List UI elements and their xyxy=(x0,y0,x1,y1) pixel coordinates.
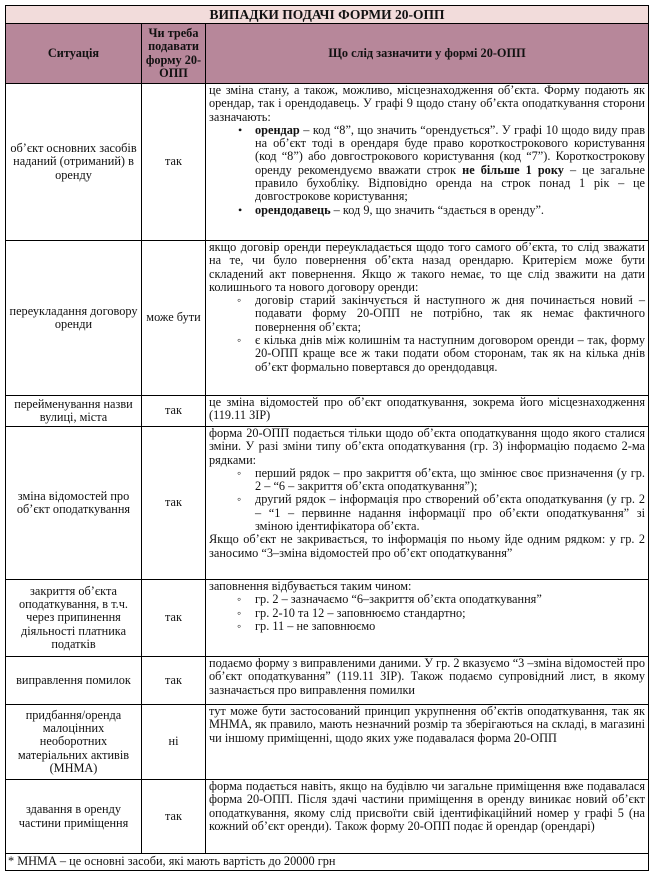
list-item-text: – це загальне правило бухобліку. Відповідно оренда на строк понад 1 рік – це довгострокове користування; xyxy=(255,162,646,204)
footnote: * МНМА – це основні засоби, які мають вартість до 20000 грн xyxy=(6,854,649,871)
list-item: ◦ гр. 2-10 та 12 – заповнюємо стандартно; xyxy=(255,607,645,620)
header-row xyxy=(6,24,649,84)
note-cell: форма подається навіть, якщо на будівлю чи загальне приміщення вже подавалася форма 20-ОПП. Після здачі частини приміщення в оренду виникає новий об’єкт оподаткування, якому слід присвоїти свій ідентифікаційний номер у графі 5 (на кожний об’єкт оренди). Також форму 20-ОПП подає й орендар (орендарі) xyxy=(206,780,649,854)
note-list xyxy=(209,593,645,633)
table-row xyxy=(6,705,649,780)
table-row xyxy=(6,427,649,580)
note-cell xyxy=(206,241,649,396)
note-cell: тут може бути застосований принцип укрупнення об’єктів оподаткування, так як МНМА, як правило, мають незначний розмір та зберігаються на складі, в магазині чи іншому приміщенні, щодо яких уже подавалася форма 20-ОПП xyxy=(206,705,649,780)
required-cell: так xyxy=(142,780,206,854)
table-row xyxy=(6,657,649,705)
term-tenant: орендар xyxy=(255,122,300,137)
note-list xyxy=(209,124,645,217)
required-cell: так xyxy=(142,396,206,427)
required-cell: може бути xyxy=(142,241,206,396)
note-list xyxy=(209,467,645,533)
situation-cell: перейменування назви вулиці, міста xyxy=(6,396,142,427)
note-cell xyxy=(206,427,649,580)
list-item: ◦ гр. 11 – не заповнюємо xyxy=(255,620,645,633)
required-cell: ні xyxy=(142,705,206,780)
note-intro: заповнення відбувається таким чином: xyxy=(209,579,412,593)
table-row xyxy=(6,84,649,241)
header-note: Що слід зазначити у формі 20-ОПП xyxy=(206,24,649,84)
header-situation: Ситуація xyxy=(6,24,142,84)
note-intro: якщо договір оренди переукладається щодо того самого об’єкта, то слід зважати на те, чи було повернення об’єкта назад орендарю. Критерієм може бути складений акт повернення. Якщо ж такого немає, то ще слід зважити на дати колишнього та нового договору оренди: xyxy=(209,240,646,294)
situation-cell: переукладання договору оренди xyxy=(6,241,142,396)
note-intro: форма 20-ОПП подається тільки щодо об’єкта оподаткування щодо якого сталися зміни. У разі зміни типу об’єкта оподаткування (гр. 3) інформацію подаємо 2-ма рядками: xyxy=(209,426,646,467)
situation-cell: придбання/оренда малоцінних необоротних матеріальних активів (МНМА) xyxy=(6,705,142,780)
note-cell xyxy=(206,84,649,241)
situation-cell: закриття об’єкта оподаткування, в т.ч. через припинення діяльності платника податків xyxy=(6,580,142,657)
list-item xyxy=(255,204,645,217)
term-duration: не більше 1 року xyxy=(462,162,564,177)
note-cell: подаємо форму з виправленими даними. У гр. 2 вказуємо “3 –зміна відомостей про об’єкт оподаткування” (119.11 ЗІР). Також подаємо супровідний лист, в якому зазначається про виправлення помилки xyxy=(206,657,649,705)
situation-cell: об’єкт основних засобів наданий (отриманий) в оренду xyxy=(6,84,142,241)
note-list xyxy=(209,294,645,374)
list-item-text: – код “8”, що значить “орендується”. У графі 10 щодо виду прав на об’єкт тоді в орендаря буде право короткострокового користування (код “8”) або довгострокового користування (код “7”). Короткострокову оренду рекомендуємо вважати строк xyxy=(255,122,646,177)
list-item: ◦ перший рядок – про закриття об’єкта, що змінює своє призначення (у гр. 2 – “6 – закриття об’єкта оподаткування”); xyxy=(255,467,645,494)
list-item: ◦ є кілька днів між колишнім та наступним договором оренди – так, форму 20-ОПП краще все ж таки подати обом сторонам, так як на кілька днів об’єкт формально повертався до орендодавця. xyxy=(255,334,645,374)
required-cell: так xyxy=(142,84,206,241)
note-cell xyxy=(206,580,649,657)
required-cell: так xyxy=(142,427,206,580)
table-title: ВИПАДКИ ПОДАЧІ ФОРМИ 20-ОПП xyxy=(6,6,649,24)
title-row xyxy=(6,6,649,24)
list-item: ◦ другий рядок – інформація про створений об’єкта оподаткування (у гр. 2 – “1 – первинне надання інформації про об’єкти оподаткування” зі зміною ідентифікатора об’єкта. xyxy=(255,493,645,533)
list-item-text: – код 9, що значить “здається в оренду”. xyxy=(330,202,545,217)
table-row xyxy=(6,241,649,396)
document xyxy=(5,5,648,871)
cases-table xyxy=(5,5,649,871)
header-required: Чи треба подавати форму 20-ОПП xyxy=(142,24,206,84)
required-cell: так xyxy=(142,657,206,705)
required-cell: так xyxy=(142,580,206,657)
list-item xyxy=(255,124,645,204)
table-row xyxy=(6,780,649,854)
note-cell: це зміна відомостей про об’єкт оподаткування, зокрема його місцезнаходження (119.11 ЗІР) xyxy=(206,396,649,427)
situation-cell: здавання в оренду частини приміщення xyxy=(6,780,142,854)
term-landlord: орендодавець xyxy=(255,202,331,217)
table-row xyxy=(6,396,649,427)
list-item: ◦ договір старий закінчується й наступного ж дня починається новий – подавати форму 20-ОПП не потрібно, так як немає фактичного повернення об’єкта; xyxy=(255,294,645,334)
footnote-row xyxy=(6,854,649,871)
situation-cell: зміна відомостей про об’єкт оподаткування xyxy=(6,427,142,580)
situation-cell: виправлення помилок xyxy=(6,657,142,705)
table-row xyxy=(6,580,649,657)
list-item: ◦ гр. 2 – зазначаємо “6–закриття об’єкта оподаткування” xyxy=(255,593,645,606)
note-intro: це зміна стану, а також, можливо, місцезнаходження об’єкта. Форму подають як орендар, так і орендодавець. У графі 9 щодо стану об’єкта оподаткування сторони зазначають: xyxy=(209,83,646,124)
note-outro: Якщо об’єкт не закривається, то інформація по ньому йде одним рядком: у гр. 2 заносимо “3–зміна відомостей про об’єкт оподаткування” xyxy=(209,532,646,560)
